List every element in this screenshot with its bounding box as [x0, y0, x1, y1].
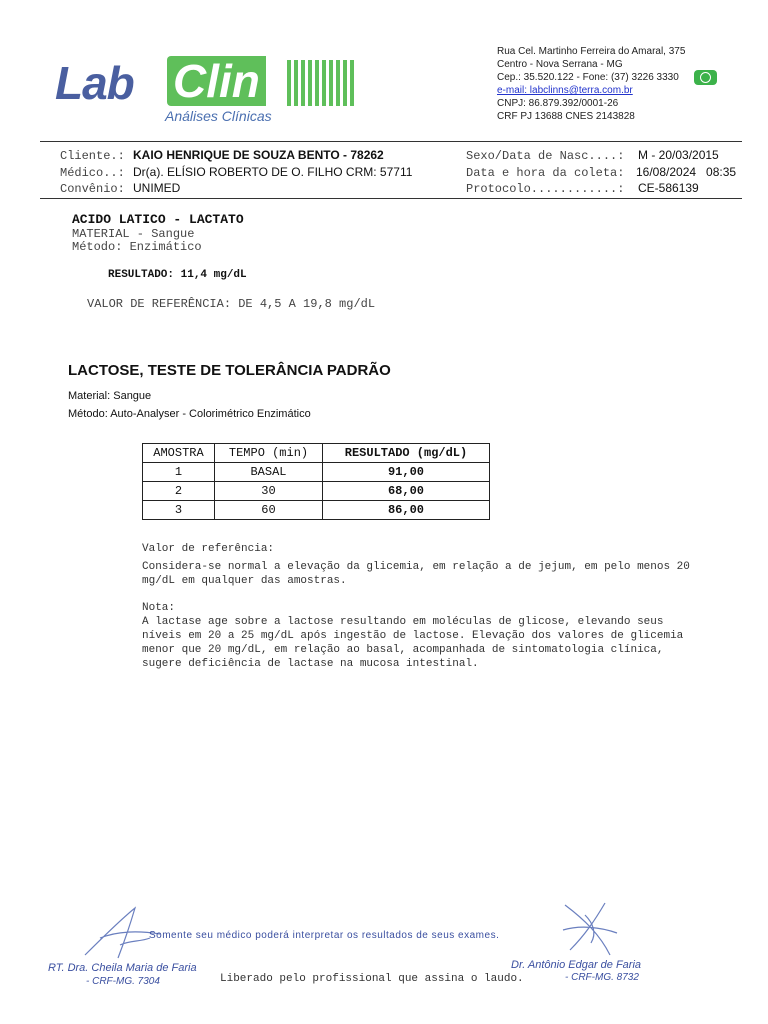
address-line-2: Centro - Nova Serrana - MG — [497, 59, 623, 70]
nota-line-3: menor que 20 mg/dL, em relação ao basal, acompanhada de sintomatologia clínica, — [142, 644, 664, 656]
medico-value: Dr(a). ELÍSIO ROBERTO DE O. FILHO CRM: 57711 — [133, 165, 413, 179]
exam2-material: Material: Sangue — [68, 390, 152, 402]
protocolo-value: CE-586139 — [638, 181, 699, 195]
table-cell: 86,00 — [323, 501, 490, 520]
right-signer-name: Dr. Antônio Edgar de Faria — [511, 959, 642, 971]
whatsapp-icon — [694, 70, 717, 85]
cliente-value: KAIO HENRIQUE DE SOUZA BENTO - 78262 — [133, 148, 384, 162]
right-signature — [555, 895, 625, 965]
medico-label: Médico..: — [60, 166, 125, 180]
table-header-amostra: AMOSTRA — [143, 444, 215, 463]
convenio-value: UNIMED — [133, 181, 181, 195]
logo-clin-text: Clin — [167, 56, 266, 106]
exam1-resultado: RESULTADO: 11,4 mg/dL — [108, 269, 247, 281]
address-line-6: CRF PJ 13688 CNES 2143828 — [497, 111, 635, 122]
coleta-label: Data e hora da coleta: — [466, 166, 625, 180]
exam1-title: ACIDO LATICO - LACTATO — [72, 212, 244, 227]
table-cell: 2 — [143, 482, 215, 501]
exam1-referencia: VALOR DE REFERÊNCIA: DE 4,5 A 19,8 mg/dL — [87, 297, 376, 311]
table-cell: 60 — [215, 501, 323, 520]
table-cell: 30 — [215, 482, 323, 501]
nota-title: Nota: — [142, 602, 176, 614]
exam2-metodo: Método: Auto-Analyser - Colorimétrico Enzimático — [68, 408, 311, 420]
table-header-tempo: TEMPO (min) — [215, 444, 323, 463]
address-line-3: Cep.: 35.520.122 - Fone: (37) 3226 3330 — [497, 72, 679, 83]
table-header-resultado: RESULTADO (mg/dL) — [323, 444, 490, 463]
lactose-results-table — [142, 443, 490, 520]
table-cell: 3 — [143, 501, 215, 520]
protocolo-label: Protocolo............: — [466, 182, 625, 196]
logo-subtitle: Análises Clínicas — [165, 108, 272, 124]
exam1-metodo: Método: Enzimático — [72, 240, 202, 254]
lab-logo — [55, 52, 365, 130]
table-row — [143, 463, 490, 482]
table-cell: 68,00 — [323, 482, 490, 501]
left-signer-name: RT. Dra. Cheila Maria de Faria — [48, 962, 197, 974]
divider-patient — [40, 198, 742, 199]
table-cell: 1 — [143, 463, 215, 482]
nota-line-4: sugere deficiência de lactase na mucosa intestinal. — [142, 658, 479, 670]
exam1-material: MATERIAL - Sangue — [72, 227, 195, 241]
left-signer-crf: - CRF-MG. 7304 — [86, 976, 160, 987]
right-signer-crf: - CRF-MG. 8732 — [565, 972, 639, 983]
table-cell: BASAL — [215, 463, 323, 482]
footer-notice: Somente seu médico poderá interpretar os resultados de seus exames. — [149, 930, 500, 941]
address-line-5: CNPJ: 86.879.392/0001-26 — [497, 98, 619, 109]
address-line-1: Rua Cel. Martinho Ferreira do Amaral, 375 — [497, 46, 686, 57]
logo-clin-box — [167, 56, 357, 106]
ref-text-1: Considera-se normal a elevação da glicemia, em relação a de jejum, em pelo menos 20 — [142, 561, 690, 573]
table-header-row — [143, 444, 490, 463]
table-row — [143, 482, 490, 501]
email-link[interactable]: e-mail: labclinns@terra.com.br — [497, 85, 633, 96]
cliente-label: Cliente.: — [60, 149, 125, 163]
liberado-text: Liberado pelo profissional que assina o laudo. — [220, 973, 524, 985]
sexo-label: Sexo/Data de Nasc....: — [466, 149, 625, 163]
divider-top — [40, 141, 742, 142]
convenio-label: Convênio: — [60, 182, 125, 196]
sexo-value: M - 20/03/2015 — [638, 148, 719, 162]
table-cell: 91,00 — [323, 463, 490, 482]
ref-text-2: mg/dL em qualquer das amostras. — [142, 575, 347, 587]
logo-lab-text: Lab — [55, 57, 134, 109]
nota-line-1: A lactase age sobre a lactose resultando em moléculas de glicose, elevando seus — [142, 616, 664, 628]
logo-stripes — [287, 60, 357, 106]
table-row — [143, 501, 490, 520]
nota-line-2: níveis em 20 a 25 mg/dL após ingestão de lactose. Elevação dos valores de glicemia — [142, 630, 684, 642]
exam2-title: LACTOSE, TESTE DE TOLERÂNCIA PADRÃO — [68, 362, 391, 379]
ref-title: Valor de referência: — [142, 543, 275, 555]
coleta-value: 16/08/2024 08:35 — [636, 165, 737, 179]
